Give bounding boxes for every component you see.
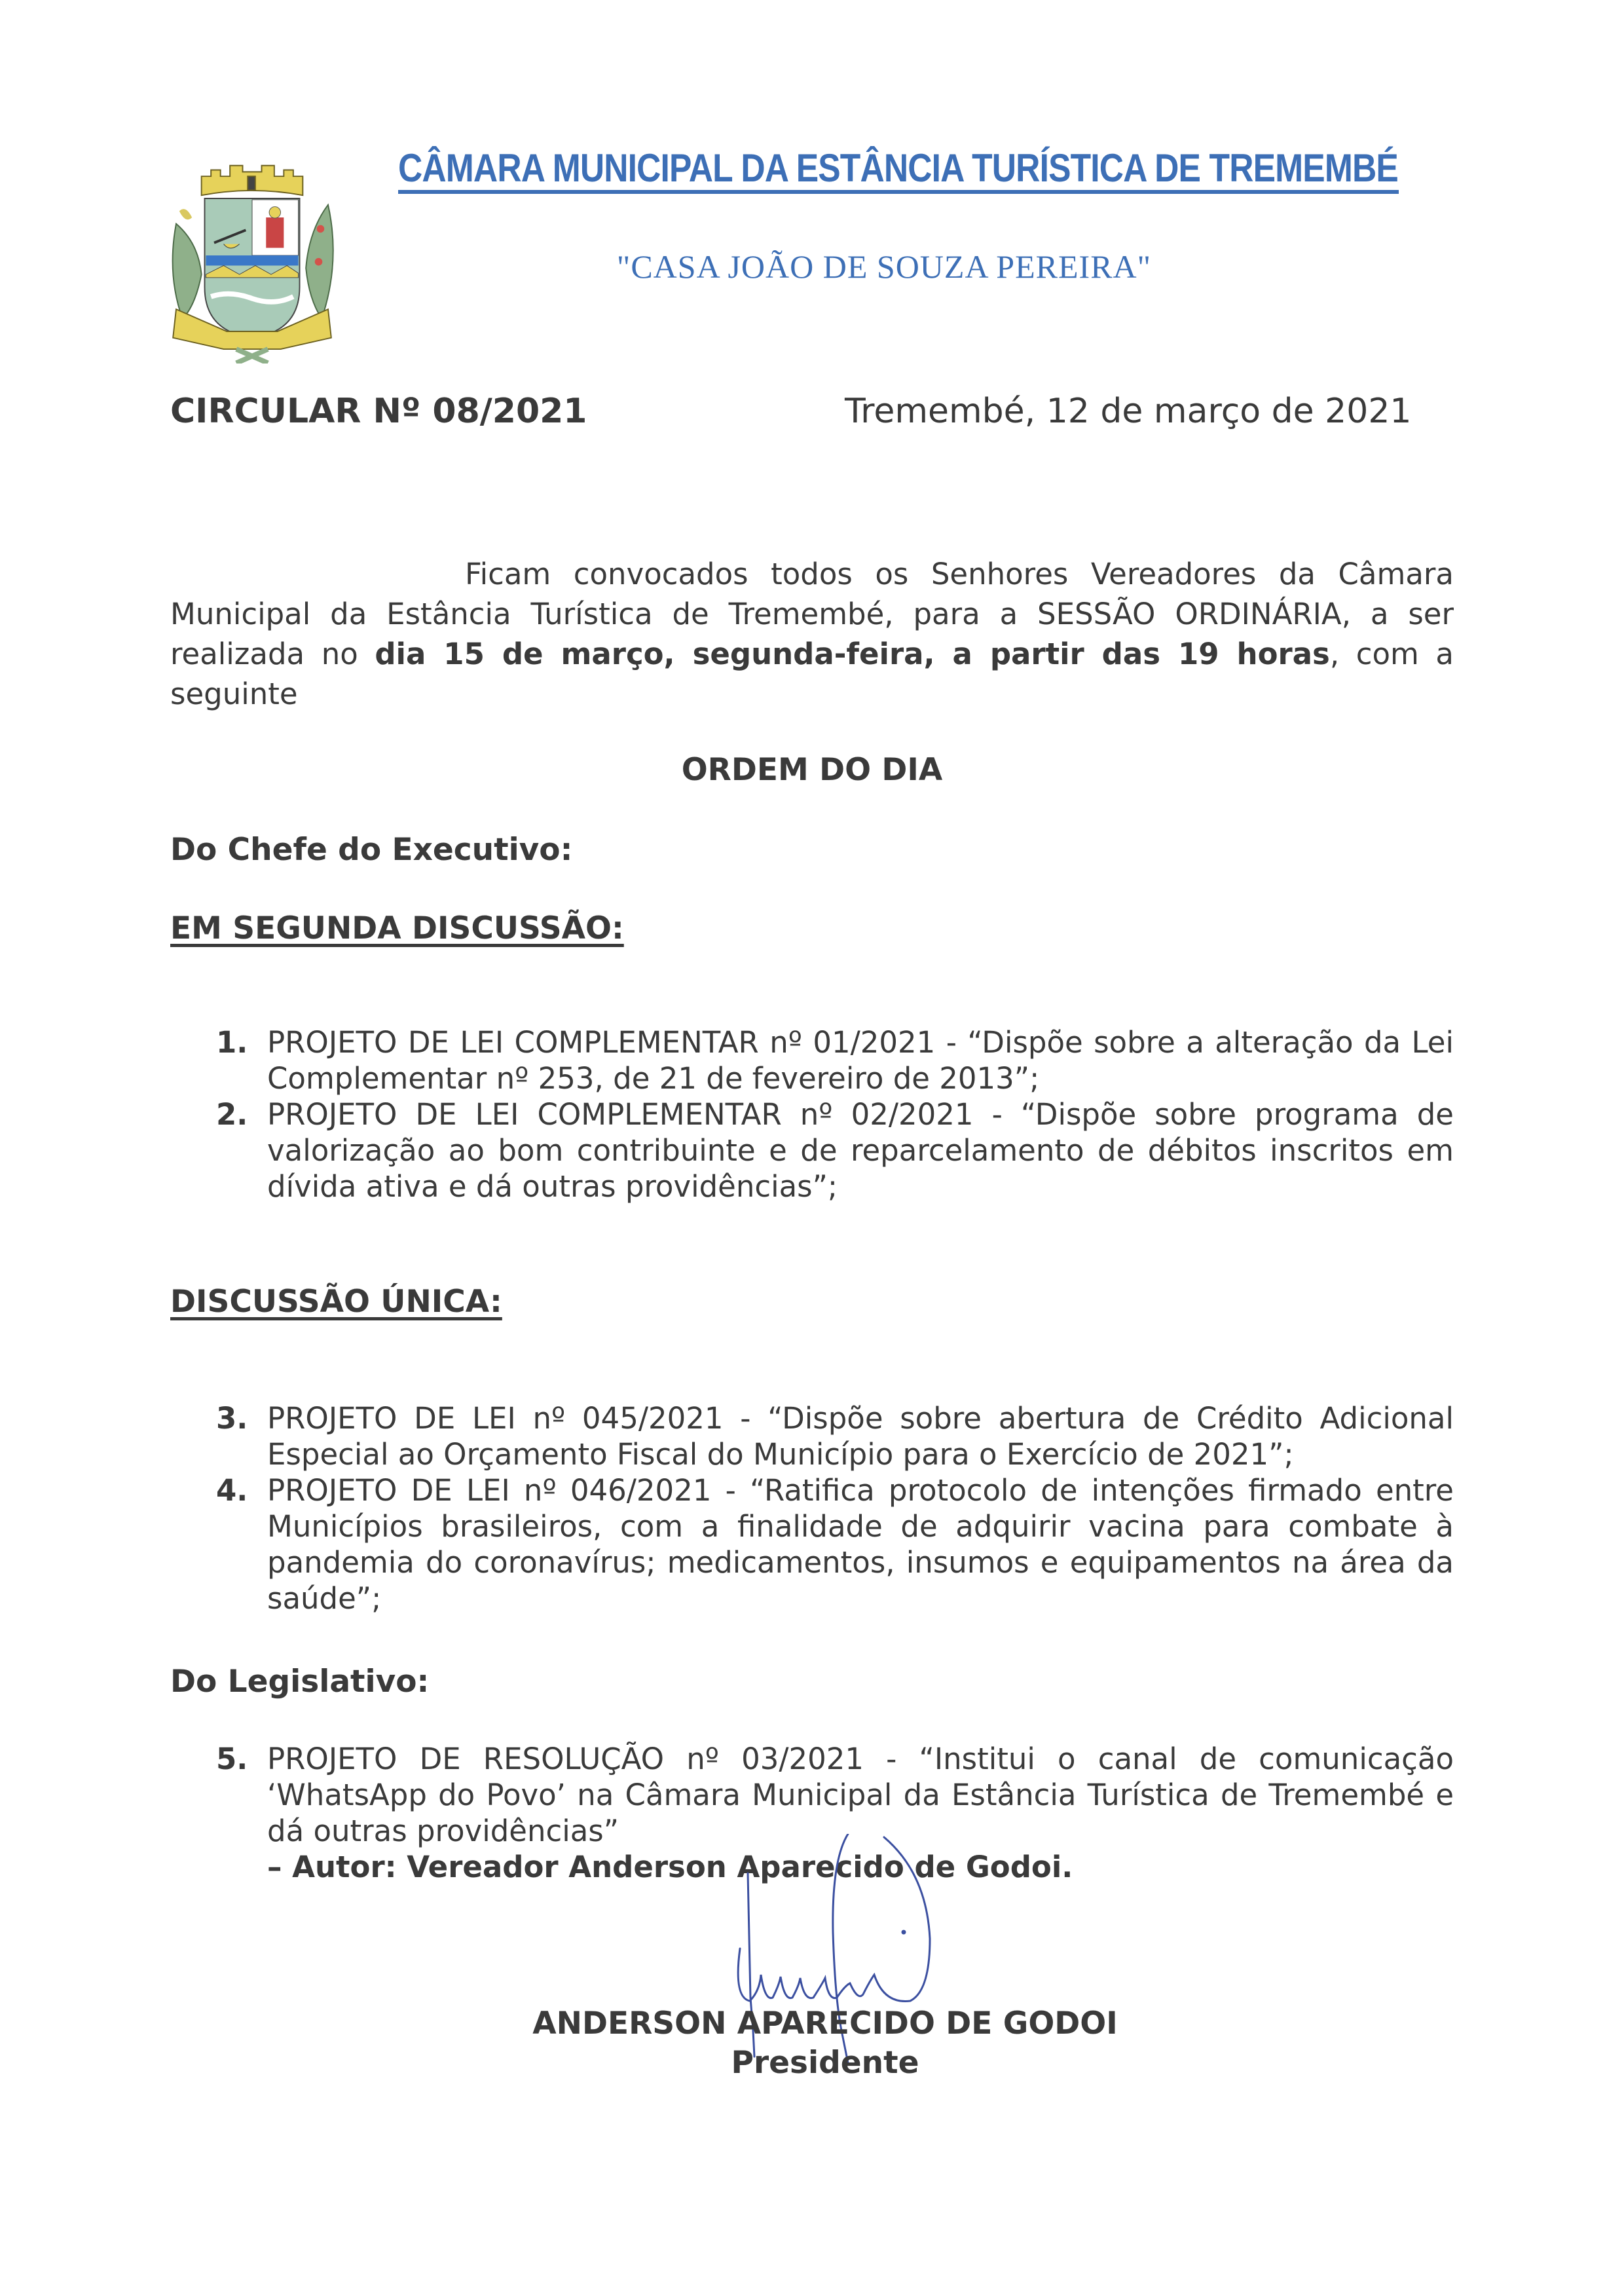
item-text: PROJETO DE LEI COMPLEMENTAR nº 02/2021 - “Dispõe sobre programa de valorização ao bom contribuinte e de reparcelamento de débitos inscritos em dívida ativa e dá outras providências”; bbox=[267, 1097, 1454, 1204]
coat-of-arms-icon bbox=[157, 147, 347, 364]
second-discussion-list bbox=[216, 1024, 1454, 1204]
intro-text-part1: Ficam convocados todos os Senhores Vereadores da Câmara Municipal da Estância Turística de Tremembé, para a SESSÃO ORDINÁRIA, a ser realizada no bbox=[170, 557, 1454, 671]
agenda-item bbox=[216, 1024, 1454, 1096]
item-number: 1. bbox=[216, 1025, 248, 1060]
house-name: "CASA JOÃO DE SOUZA PEREIRA" bbox=[616, 248, 1152, 285]
crown-shape bbox=[202, 166, 303, 195]
intro-text-part2: , com a seguinte bbox=[170, 637, 1454, 711]
item-number: 3. bbox=[216, 1401, 248, 1436]
second-discussion-heading: EM SEGUNDA DISCUSSÃO: bbox=[170, 910, 624, 946]
agenda-item bbox=[216, 1472, 1454, 1616]
organization-title: CÂMARA MUNICIPAL DA ESTÂNCIA TURÍSTICA DE TREMEMBÉ bbox=[398, 146, 1398, 190]
session-datetime: dia 15 de março, segunda-feira, a partir das 19 horas bbox=[375, 637, 1330, 671]
single-discussion-heading: DISCUSSÃO ÚNICA: bbox=[170, 1284, 502, 1320]
signer-name: ANDERSON APARECIDO DE GODOI bbox=[532, 2006, 1118, 2042]
place-date: Tremembé, 12 de março de 2021 bbox=[845, 392, 1412, 431]
intro-paragraph bbox=[170, 554, 1454, 714]
item-text: PROJETO DE RESOLUÇÃO nº 03/2021 - “Institui o canal de comunicação ‘WhatsApp do Povo’ na Câmara Municipal da Estância Turística de Tremembé e dá outras providências” bbox=[267, 1742, 1454, 1848]
item-author: – Autor: Vereador Anderson Aparecido de Godoi. bbox=[267, 1850, 1073, 1884]
executive-heading: Do Chefe do Executivo: bbox=[170, 832, 573, 868]
agenda-item bbox=[216, 1096, 1454, 1204]
item-number: 5. bbox=[216, 1742, 248, 1776]
item-text: PROJETO DE LEI nº 045/2021 - “Dispõe sobre abertura de Crédito Adicional Especial ao Orçamento Fiscal do Município para o Exercício de 2021”; bbox=[267, 1401, 1454, 1472]
signer-role: Presidente bbox=[731, 2045, 919, 2081]
legislative-heading: Do Legislativo: bbox=[170, 1664, 430, 1700]
agenda-title: ORDEM DO DIA bbox=[681, 752, 943, 788]
single-discussion-list bbox=[216, 1400, 1454, 1616]
item-text: PROJETO DE LEI COMPLEMENTAR nº 01/2021 - “Dispõe sobre a alteração da Lei Complementar nº 253, de 21 de fevereiro de 2013”; bbox=[267, 1025, 1454, 1096]
title-underline bbox=[398, 190, 1399, 194]
item-number: 2. bbox=[216, 1097, 248, 1132]
item-number: 4. bbox=[216, 1473, 248, 1508]
circular-number: CIRCULAR Nº 08/2021 bbox=[170, 392, 587, 431]
agenda-item bbox=[216, 1400, 1454, 1472]
item-text: PROJETO DE LEI nº 046/2021 - “Ratifica protocolo de intenções firmado entre Municípios brasileiros, com a finalidade de adquirir vacina para combate à pandemia do coronavírus; medicamentos, insumos e equipamentos na área da saúde”; bbox=[267, 1473, 1454, 1616]
